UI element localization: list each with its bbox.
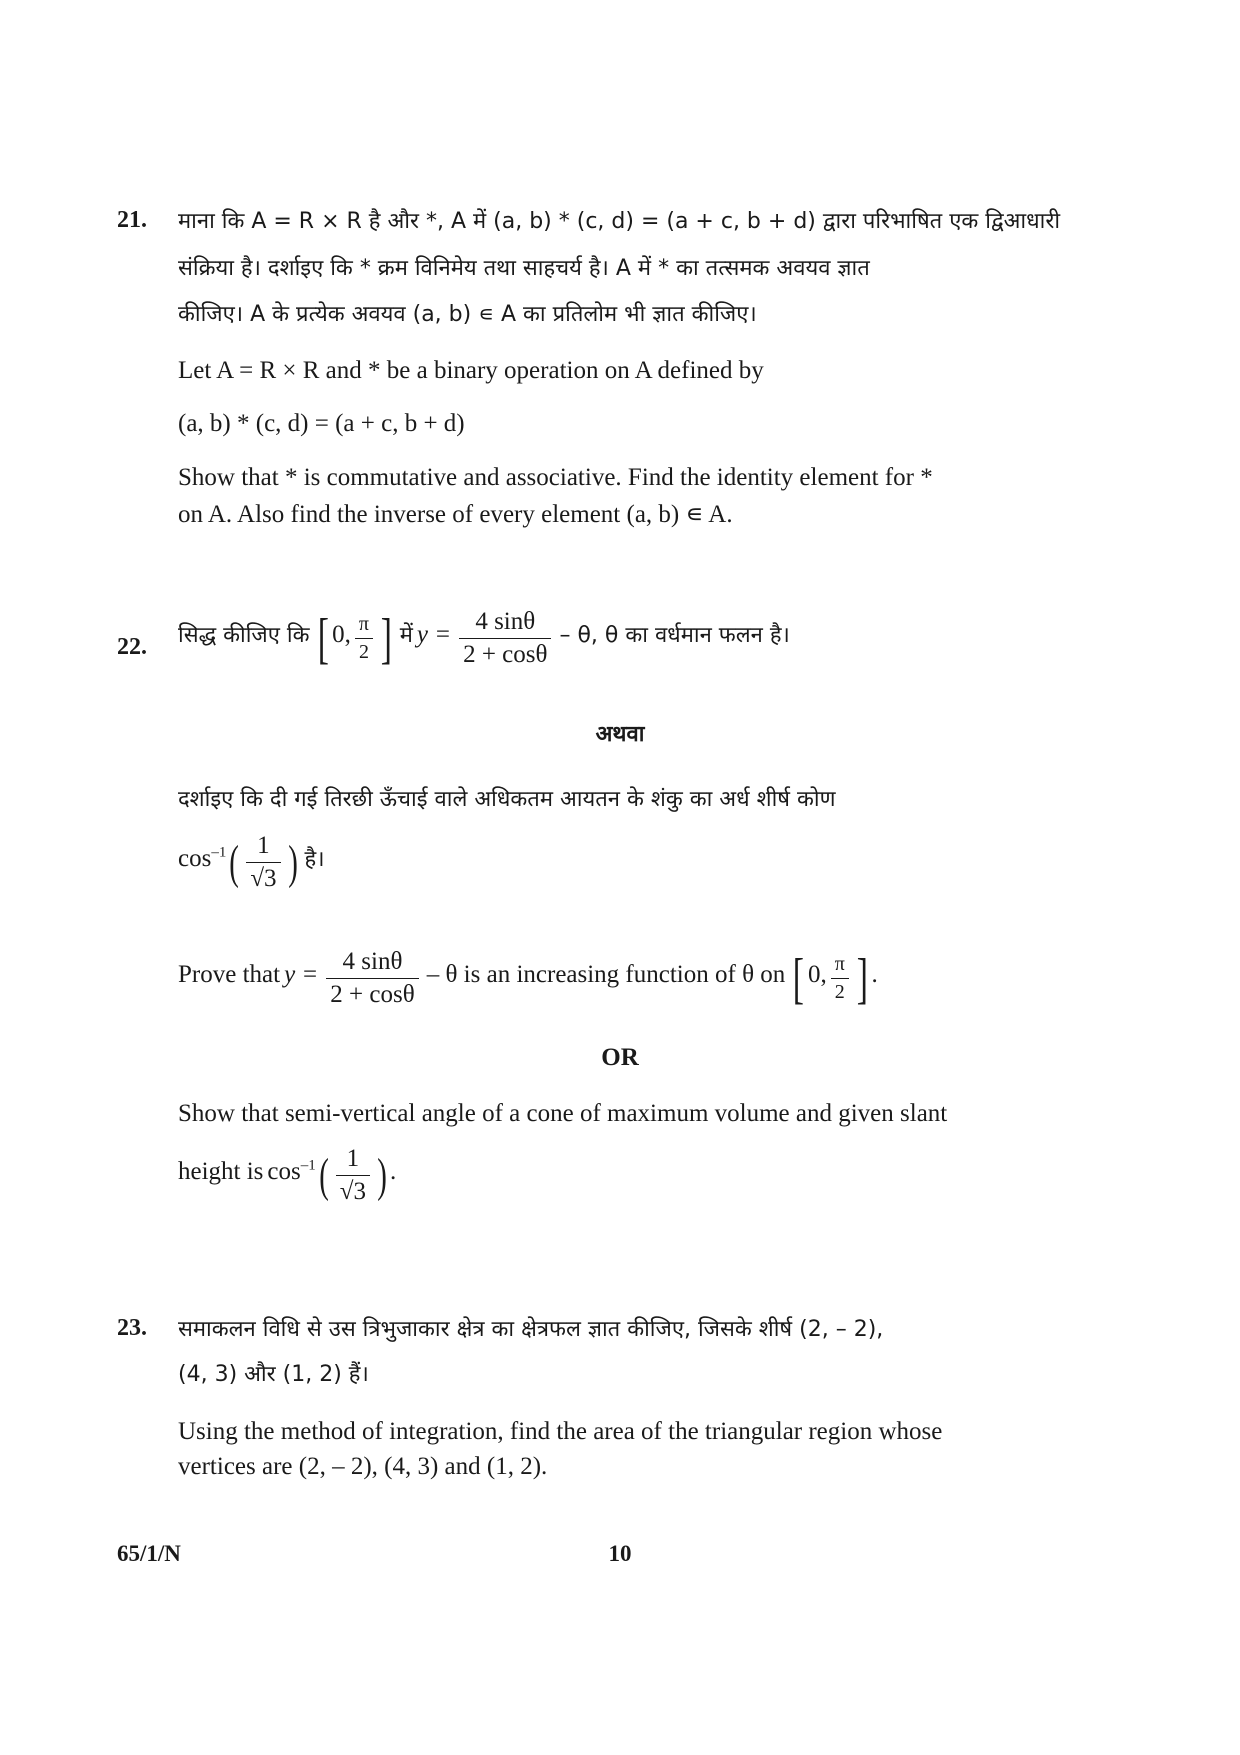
- or-english: OR: [601, 1044, 639, 1071]
- q22-hindi-statement: [178, 608, 790, 678]
- cos-inverse: $\cos^{-1}$: [178, 844, 227, 873]
- question-number-21: 21.: [117, 207, 147, 233]
- q22-english-prefix: Prove that: [178, 961, 281, 989]
- question-number-22: 22.: [117, 634, 147, 660]
- interval-close-bracket-en: ]: [856, 947, 868, 1010]
- one-over-root-three: $\frac{1}{√3}$: [246, 832, 280, 893]
- q23-hindi-line-2: (4, 3) और (1, 2) हैं।: [178, 1362, 369, 1387]
- q22-hindi-suffix: – θ, θ का वर्धमान फलन है।: [559, 623, 790, 649]
- q22-english-alt-prefix: height is: [178, 1158, 264, 1186]
- interval-open-bracket-en: [: [793, 947, 805, 1010]
- q21-hindi-line-2: संक्रिया है। दर्शाइए कि * क्रम विनिमेय तथा साहचर्य है। A में * का तत्समक अवयव ज्ञात: [178, 256, 870, 281]
- close-paren: ): [287, 835, 298, 889]
- q22-hindi-alt-line-2: [178, 832, 325, 912]
- open-paren-en: (: [318, 1148, 329, 1202]
- q21-english-line-2: (a, b) * (c, d) = (a + c, b + d): [178, 410, 465, 437]
- q22-english-mid: – θ is an increasing function of θ on: [426, 961, 786, 989]
- q23-english-line-2: vertices are (2, – 2), (4, 3) and (1, 2).: [178, 1453, 548, 1480]
- q21-english-line-1: Let A = R × R and * be a binary operation on A defined by: [178, 357, 764, 384]
- one-over-root-three-en: $\frac{1}{√3}$: [336, 1145, 370, 1206]
- open-paren: (: [229, 835, 240, 889]
- q22-hindi-alt-suffix: है।: [304, 847, 325, 873]
- interval-open-bracket: [: [317, 607, 329, 670]
- q23-english-line-1: Using the method of integration, find the area of the triangular region whose: [178, 1418, 943, 1445]
- q21-english-line-4: on A. Also find the inverse of every element (a, b) ∊ A.: [178, 501, 733, 528]
- pi-over-two-fraction-en: $\frac{\pi}{2}$: [831, 953, 849, 1004]
- paper-code: 65/1/N: [117, 1541, 181, 1566]
- q23-hindi-line-1: समाकलन विधि से उस त्रिभुजाकार क्षेत्र का क्षेत्रफल ज्ञात कीजिए, जिसके शीर्ष (2, – 2),: [178, 1317, 884, 1342]
- q21-english-line-3: Show that * is commutative and associative. Find the identity element for *: [178, 464, 933, 491]
- y-equals: y =: [416, 621, 452, 649]
- sin-cos-fraction: $\frac{4 \sin\theta}{2 + \cos\theta}$: [459, 608, 551, 669]
- close-paren-en: ): [377, 1148, 387, 1202]
- q22-hindi-mid: में: [399, 623, 413, 649]
- q22-english-statement: Prove that y = $\frac{4 \sin\theta}{2 + \cos\theta}$ – θ is an increasing function of θ on [ 0, $\frac{\pi}{2}$ ] .: [178, 947, 878, 1010]
- interval-close-bracket: ]: [380, 607, 392, 670]
- or-hindi: अथवा: [595, 722, 645, 747]
- cos-inverse-en: $\cos^{-1}$: [267, 1157, 316, 1186]
- q21-hindi-line-3: कीजिए। A के प्रत्येक अवयव (a, b) ∊ A का प्रतिलोम भी ज्ञात कीजिए।: [178, 302, 757, 327]
- interval-start: 0,: [332, 621, 351, 649]
- page-number: 10: [608, 1541, 632, 1566]
- q21-hindi-line-1: माना कि A = R × R है और *, A में (a, b) * (c, d) = (a + c, b + d) द्वारा परिभाषित एक द्विआधारी: [178, 209, 1061, 234]
- q22-english-alt-line-2: height is $\cos^{-1}$( $\frac{1}{√3}$ ) .: [178, 1145, 397, 1205]
- y-equals-en: y =: [284, 961, 319, 989]
- sin-cos-fraction-en: $\frac{4 \sin\theta}{2 + \cos\theta}$: [326, 948, 418, 1009]
- q22-english-alt-line-1: Show that semi-vertical angle of a cone of maximum volume and given slant: [178, 1100, 948, 1127]
- q22-hindi-prefix: सिद्ध कीजिए कि: [178, 623, 310, 649]
- q22-hindi-alt-line-1: दर्शाइए कि दी गई तिरछी ऊँचाई वाले अधिकतम आयतन के शंकु का अर्ध शीर्ष कोण: [178, 787, 836, 812]
- pi-over-two-fraction: $\frac{\pi}{2}$: [355, 613, 373, 664]
- question-number-23: 23.: [117, 1315, 147, 1341]
